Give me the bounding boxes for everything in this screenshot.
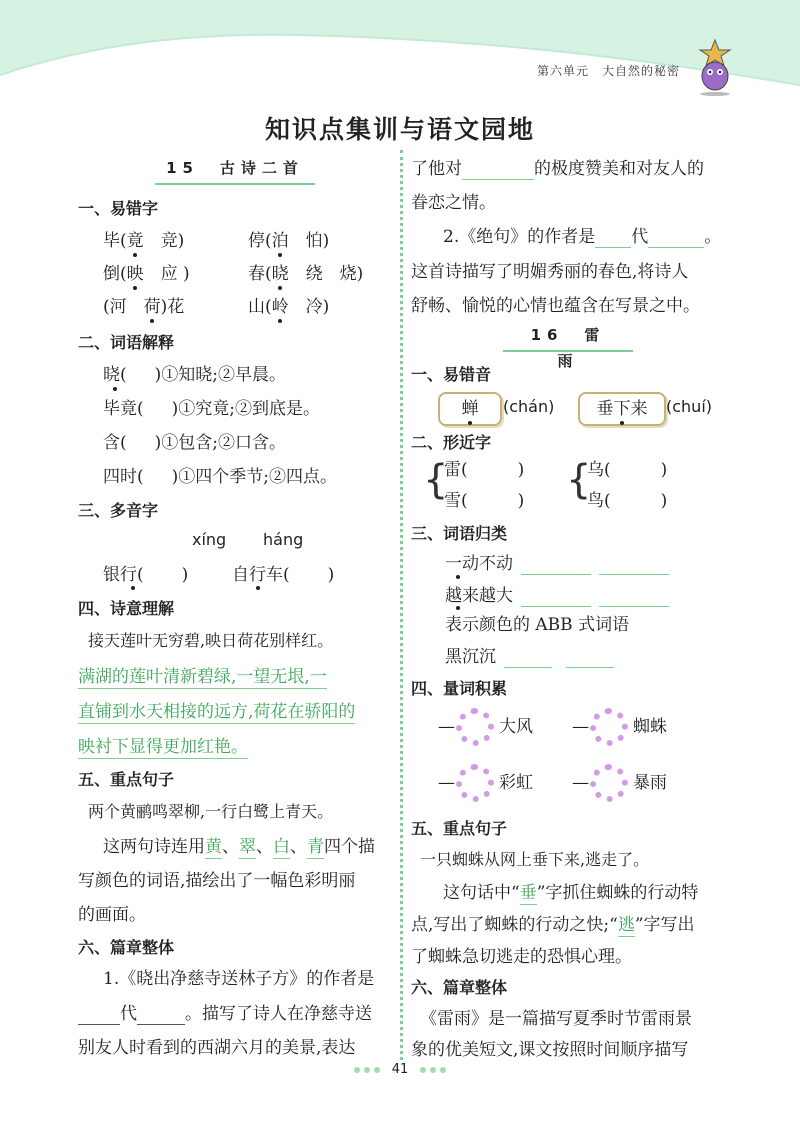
leiyu-summary-2: 象的优美短文,课文按照时间顺序描写 (411, 1040, 689, 1060)
chapter-q2-line3: 舒畅、愉悦的心情也蕴含在写景之中。 (411, 296, 700, 316)
measure-item-baoyu: 暴雨 (633, 773, 667, 793)
typo-row-3b: 山(岭 冷) (248, 297, 330, 317)
measure-dash-4: — (572, 773, 589, 793)
measure-item-dafeng: 大风 (499, 717, 533, 737)
typo-row-2a: 倒(映 应 ) (103, 264, 190, 284)
chapter-q1-line1: 1.《晓出净慈寺送林子方》的作者是 (103, 969, 375, 989)
footer-dot-icon (354, 1067, 360, 1073)
spider-analysis-3: 了蜘蛛急切逃走的恐惧心理。 (411, 947, 632, 967)
unit-label: 第六单元 大自然的秘密 (537, 64, 681, 78)
left-s3-heading: 三、多音字 (78, 501, 159, 520)
key-sentence-analysis-3: 的画面。 (78, 905, 146, 925)
word-class-1: 一动不动 (445, 553, 669, 575)
left-s4-heading: 四、诗意理解 (78, 599, 175, 618)
dot-mark (456, 575, 460, 579)
key-sentence-analysis-2: 写颜色的词语,描绘出了一幅色彩明丽 (78, 871, 356, 891)
pinyin-hang: háng (263, 530, 304, 549)
flower-blank-icon (456, 708, 494, 746)
similar-char-lei: 雷( ) (444, 460, 525, 480)
poem-line-orioles: 两个黄鹂鸣翠柳,一行白鹭上青天。 (88, 802, 334, 821)
similar-char-wu: 乌( ) (587, 460, 668, 480)
chapter-q2-line1: 2.《绝句》的作者是 代 。 (443, 227, 722, 247)
footer-dot-icon (420, 1067, 426, 1073)
footer-dot-icon (364, 1067, 370, 1073)
explain-item-2: 毕竟( )①究竟;②到底是。 (103, 399, 321, 419)
key-sentence-analysis-1: 这两句诗连用黄、翠、白、青四个描 (103, 837, 375, 857)
typo-row-1b: 停(泊 怕) (248, 231, 330, 251)
right-s5-heading: 五、重点句子 (411, 819, 508, 838)
spider-analysis-1: 这句话中“垂”字抓住蜘蛛的行动特 (443, 883, 699, 903)
measure-dash-1: — (438, 717, 455, 737)
measure-item-caihong: 彩虹 (499, 773, 533, 793)
polyphone-zixingche: 自行车( ) (232, 565, 335, 585)
leiyu-summary-1: 《雷雨》是一篇描写夏季时节雷雨景 (420, 1009, 692, 1029)
measure-item-zhizhu: 蜘蛛 (633, 717, 667, 737)
left-s1-heading: 一、易错字 (78, 199, 159, 218)
chapter-q1-line4: 了他对 的极度赞美和对友人的 (411, 159, 704, 179)
left-s2-heading: 二、词语解释 (78, 333, 175, 352)
word-box-chuixialai: 垂下来 (578, 392, 666, 426)
typo-row-3a: (河 荷)花 (103, 297, 185, 317)
lesson-16-title: 16 雷 雨 (503, 322, 633, 352)
header-band (0, 0, 800, 100)
brace-right: { (566, 457, 592, 503)
right-s2-heading: 二、形近字 (411, 433, 492, 452)
pinyin-xing: xíng (192, 530, 227, 549)
page-footer (0, 1062, 800, 1077)
column-divider (400, 150, 403, 1060)
word-box-chan: 蝉 (438, 392, 502, 426)
left-s6-heading: 六、篇章整体 (78, 938, 175, 957)
typo-row-1a: 毕(竟 竞) (103, 231, 185, 251)
key-sentence-spider: 一只蜘蛛从网上垂下来,逃走了。 (420, 850, 650, 869)
right-s1-heading: 一、易错音 (411, 365, 492, 384)
flower-blank-icon (590, 764, 628, 802)
flower-blank-icon (456, 764, 494, 802)
right-s3-heading: 三、词语归类 (411, 524, 508, 543)
measure-dash-2: — (572, 717, 589, 737)
page-title: 知识点集训与语文园地 (264, 115, 535, 144)
chapter-q1-line3: 别友人时看到的西湖六月的美景,表达 (78, 1038, 356, 1058)
dot-mark (256, 586, 260, 590)
explain-item-1: 晓( )①知晓;②早晨。 (103, 365, 287, 385)
footer-dot-icon (430, 1067, 436, 1073)
page-number: 41 (391, 1062, 409, 1077)
chapter-q1-line5: 眷恋之情。 (411, 193, 496, 213)
right-s6-heading: 六、篇章整体 (411, 978, 508, 997)
mascot-icon (690, 38, 740, 96)
left-s5-heading: 五、重点句子 (78, 770, 175, 789)
dot-mark (456, 606, 460, 610)
dot-mark (131, 586, 135, 590)
word-class-2: 越来越大 (445, 585, 669, 607)
pinyin-chui: (chuí) (666, 397, 713, 416)
word-class-4: 黑沉沉 (445, 646, 614, 668)
similar-char-niao: 鸟( ) (587, 491, 668, 511)
poem-answer-2: 直铺到水天相接的远方,荷花在骄阳的 (78, 702, 356, 722)
polyphone-yinhang: 银行( ) (103, 565, 189, 585)
poem-line-lotus: 接天莲叶无穷碧,映日荷花别样红。 (88, 631, 334, 650)
footer-dot-icon (440, 1067, 446, 1073)
flower-blank-icon (590, 708, 628, 746)
right-s4-heading: 四、量词积累 (411, 679, 508, 698)
spider-analysis-2: 点,写出了蜘蛛的行动之快;“逃”字写出 (411, 915, 695, 935)
pinyin-chan: (chán) (503, 397, 555, 416)
similar-char-xue: 雪( ) (444, 491, 525, 511)
measure-dash-3: — (438, 773, 455, 793)
brace-left: { (423, 457, 449, 503)
poem-answer-3: 映衬下显得更加红艳。 (78, 737, 248, 757)
lesson-15-title: 15 古诗二首 (155, 155, 315, 185)
footer-dot-icon (374, 1067, 380, 1073)
chapter-q2-line2: 这首诗描写了明媚秀丽的春色,将诗人 (411, 262, 689, 282)
explain-item-3: 含( )①包含;②口含。 (103, 433, 287, 453)
typo-row-2b: 春(晓 绕 烧) (248, 264, 364, 284)
explain-item-4: 四时( )①四个季节;②四点。 (103, 467, 338, 487)
word-class-3: 表示颜色的 ABB 式词语 (445, 615, 630, 635)
poem-answer-1: 满湖的莲叶清新碧绿,一望无垠,一 (78, 667, 327, 687)
chapter-q1-line2: 代 。描写了诗人在净慈寺送 (78, 1003, 372, 1025)
